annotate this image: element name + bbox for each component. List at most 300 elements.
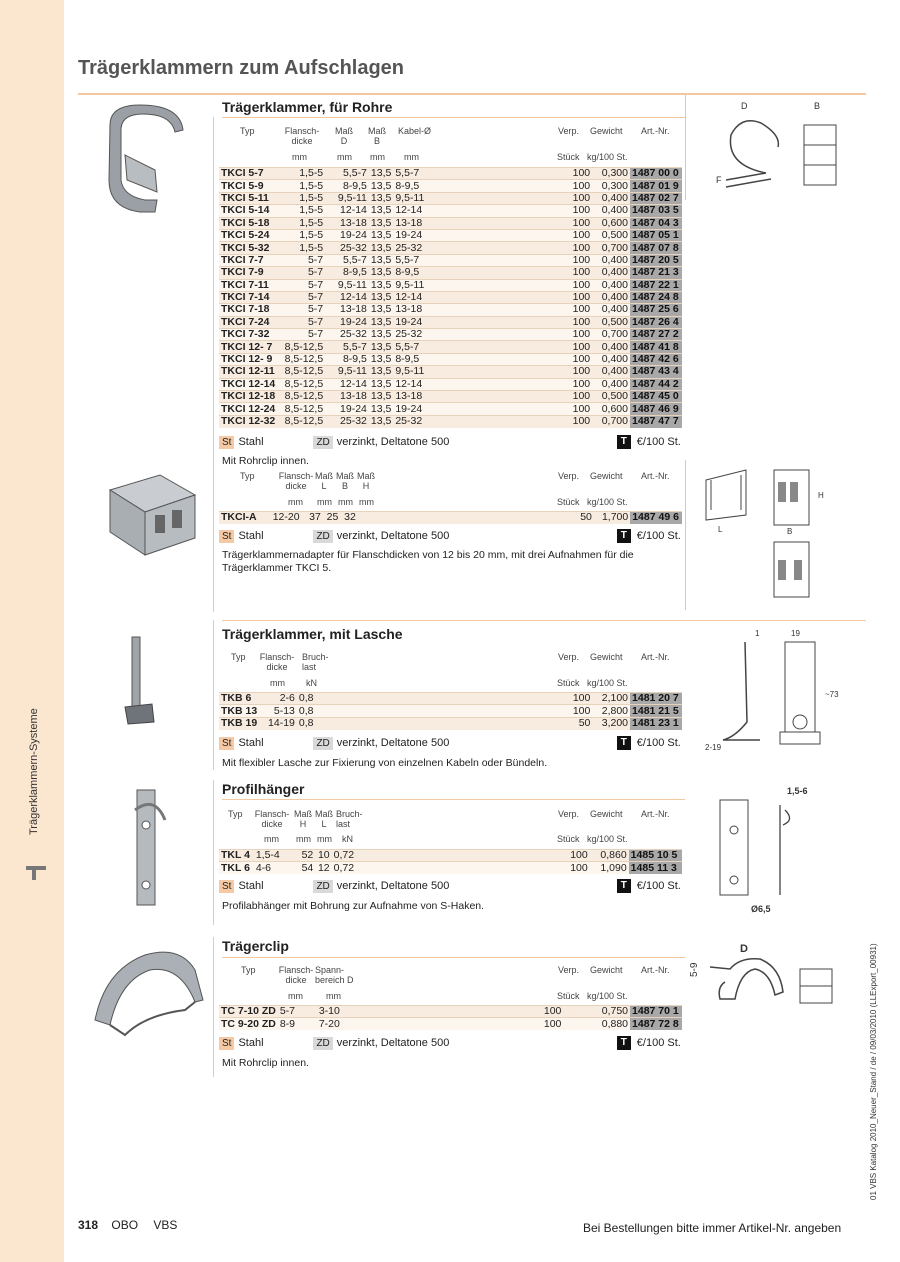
table-cell: 1,5-5 bbox=[277, 205, 325, 217]
table-cell: 0,700 bbox=[592, 329, 630, 341]
table-cell: 100 bbox=[541, 192, 592, 204]
table-cell: 8-9 bbox=[278, 1018, 317, 1030]
table-cell: 19-24 bbox=[325, 403, 369, 415]
table-cell: 13,5 bbox=[370, 328, 392, 341]
tkb-rule bbox=[222, 620, 866, 621]
table-cell: 0,400 bbox=[592, 353, 630, 365]
t-badge: T bbox=[617, 435, 631, 449]
article-number-cell: 1487 72 8 bbox=[630, 1018, 682, 1030]
tkb-hdr-gewicht: Gewicht bbox=[590, 652, 623, 662]
table-cell: 13,5 bbox=[370, 216, 392, 229]
table-row bbox=[219, 391, 682, 403]
table-cell: 0,72 bbox=[332, 850, 537, 862]
table-cell: 100 bbox=[541, 180, 592, 192]
table-cell: 13,5 bbox=[370, 390, 392, 403]
article-number-cell: 1487 26 4 bbox=[630, 316, 682, 328]
tkci-divider bbox=[213, 117, 214, 612]
tkb-hdr-flansch: Flansch- dicke bbox=[259, 652, 295, 672]
table-cell: 13,5 bbox=[370, 365, 392, 378]
table-cell: 0,8 bbox=[297, 717, 542, 729]
tkci-hdr-verp: Verp. bbox=[558, 126, 580, 136]
table-cell: 37 bbox=[307, 512, 325, 524]
table-cell: 32 bbox=[342, 512, 550, 524]
type-cell: TKCI-A bbox=[219, 512, 271, 524]
table-cell: 0,300 bbox=[592, 168, 630, 180]
t-badge: T bbox=[617, 736, 631, 750]
table-row bbox=[219, 353, 682, 365]
table-cell: 13,5 bbox=[370, 266, 392, 279]
table-cell: 12-14 bbox=[325, 378, 369, 390]
tkci-rule bbox=[222, 117, 685, 118]
tkb-drawing bbox=[685, 622, 866, 772]
print-info: 01 VBS Katalog 2010_Neuer_Stand / de / 09/03/2010 (LLExport_00931) bbox=[869, 943, 878, 1200]
table-cell: 3,200 bbox=[592, 717, 630, 729]
tc-hdr-flansch: Flansch- dicke bbox=[278, 965, 314, 985]
tkcia-drawing-svg bbox=[686, 460, 867, 610]
tkl-hdr-art: Art.-Nr. bbox=[641, 809, 670, 819]
type-cell: TKB 19 bbox=[221, 717, 258, 730]
tkci-unit-kabel: mm bbox=[404, 152, 419, 162]
table-cell: 13,5 bbox=[370, 291, 392, 304]
type-cell: TKB 13 bbox=[221, 704, 258, 717]
tkl-unit-verp: Stück bbox=[557, 834, 580, 844]
table-cell: 5,5-7 bbox=[393, 168, 540, 180]
table-cell: 100 bbox=[541, 279, 592, 291]
table-cell: 13,5 bbox=[370, 253, 392, 266]
tc-drawing-d: D bbox=[740, 943, 748, 955]
type-cell: TKCI 5-7 bbox=[219, 168, 277, 180]
article-number-cell: 1487 44 2 bbox=[630, 378, 682, 390]
table-cell: 8,5-12,5 bbox=[277, 353, 325, 365]
table-cell: 13,5 bbox=[370, 179, 392, 192]
tkl-note: Profilabhänger mit Bohrung zur Aufnahme von S-Haken. bbox=[222, 900, 485, 912]
tkci-drawing-svg bbox=[686, 95, 867, 200]
table-row bbox=[219, 512, 682, 524]
table-row bbox=[219, 1006, 682, 1018]
table-cell: 8-9,5 bbox=[325, 353, 369, 365]
price-unit: €/100 St. bbox=[636, 737, 681, 749]
table-cell: 8-9,5 bbox=[393, 180, 540, 192]
finish-badge: ZD bbox=[313, 530, 332, 543]
table-cell: 1,5-5 bbox=[277, 192, 325, 204]
table-row bbox=[219, 192, 682, 204]
tkci-material-row bbox=[219, 434, 682, 450]
tkcia-table bbox=[219, 511, 682, 524]
finish-badge: ZD bbox=[313, 1037, 332, 1050]
type-cell: TKCI 12-11 bbox=[219, 366, 277, 378]
footer-note: Bei Bestellungen bitte immer Artikel-Nr. angeben bbox=[583, 1221, 842, 1235]
material-label: Stahl bbox=[238, 880, 264, 892]
tc-unit-spann: mm bbox=[326, 991, 341, 1001]
table-cell: 13,5 bbox=[370, 315, 392, 328]
table-cell: 0,700 bbox=[592, 415, 630, 427]
table-cell: 0,500 bbox=[592, 391, 630, 403]
table-cell: 25-32 bbox=[393, 242, 540, 254]
table-row bbox=[219, 267, 682, 279]
tkl-hdr-h: Maß H bbox=[294, 809, 312, 829]
tkcia-drawing-l: L bbox=[718, 525, 723, 534]
table-cell: 9,5-11 bbox=[393, 366, 540, 378]
finish-badge: ZD bbox=[313, 436, 332, 449]
tkcia-hdr-gewicht: Gewicht bbox=[590, 471, 623, 481]
table-cell: 100 bbox=[542, 705, 593, 717]
tkcia-unit-flansch: mm bbox=[288, 497, 303, 507]
table-cell: 100 bbox=[541, 205, 592, 217]
table-cell: 100 bbox=[541, 217, 592, 229]
article-number-cell: 1487 45 0 bbox=[630, 391, 682, 403]
clamp-icon bbox=[24, 862, 50, 882]
tkci-unit-flansch: mm bbox=[292, 152, 307, 162]
table-cell: 8,5-12,5 bbox=[277, 415, 325, 427]
page-title: Trägerklammern zum Aufschlagen bbox=[78, 57, 405, 79]
tkcia-unit-b: mm bbox=[338, 497, 353, 507]
table-cell: 100 bbox=[541, 316, 592, 328]
table-cell: 19-24 bbox=[325, 316, 369, 328]
table-cell: 1,5-5 bbox=[277, 217, 325, 229]
type-cell: TC 9-20 ZD bbox=[221, 1017, 276, 1030]
table-cell: 0,8 bbox=[297, 693, 542, 705]
type-cell: TKCI 12-32 bbox=[221, 415, 276, 428]
article-number-cell: 1487 24 8 bbox=[630, 291, 682, 303]
tc-hdr-verp: Verp. bbox=[558, 965, 580, 975]
tkl-drawing-svg bbox=[685, 780, 866, 920]
tc-drawing-a: 5-9 bbox=[689, 962, 700, 977]
table-cell: 8,5-12,5 bbox=[277, 341, 325, 353]
table-cell: 100 bbox=[541, 291, 592, 303]
tkl-unit-flansch: mm bbox=[264, 834, 279, 844]
table-row bbox=[219, 329, 682, 341]
table-cell: 25-32 bbox=[393, 329, 540, 341]
tkcia-drawing-b: B bbox=[787, 527, 793, 536]
type-cell: TKCI 7-7 bbox=[219, 254, 277, 266]
tkci-drawing-f: F bbox=[716, 175, 722, 185]
tkl-table bbox=[219, 849, 682, 874]
tkci-product-image bbox=[95, 100, 195, 220]
table-cell: 0,300 bbox=[592, 180, 630, 192]
tc-hdr-typ: Typ bbox=[241, 965, 256, 975]
tkci-hdr-d: Maß D bbox=[335, 126, 353, 146]
table-cell: 1,5-4 bbox=[254, 850, 293, 862]
article-number-cell: 1487 43 4 bbox=[630, 366, 682, 378]
tkci-unit-b: mm bbox=[370, 152, 385, 162]
table-row bbox=[219, 415, 682, 427]
type-cell: TKCI 12-18 bbox=[221, 390, 276, 403]
table-cell: 13-18 bbox=[325, 304, 369, 316]
type-cell: TKL 4 bbox=[219, 850, 254, 862]
tc-title: Trägerclip bbox=[222, 938, 289, 954]
table-cell: 100 bbox=[541, 242, 592, 254]
table-cell: 2,800 bbox=[592, 705, 630, 717]
table-row bbox=[219, 316, 682, 328]
tc-drawing bbox=[685, 937, 866, 1017]
t-badge: T bbox=[617, 1036, 631, 1050]
material-label: Stahl bbox=[238, 530, 264, 542]
tkl-drawing-a: 1,5-6 bbox=[787, 786, 808, 796]
table-cell: 0,880 bbox=[592, 1018, 630, 1030]
type-cell: TKCI 7-9 bbox=[219, 267, 277, 279]
type-cell: TKCI 5-11 bbox=[219, 192, 277, 204]
type-cell: TKCI 7-24 bbox=[219, 316, 277, 328]
article-number-cell: 1485 10 5 bbox=[629, 850, 682, 862]
tkb-hdr-bruch: Bruch- last bbox=[302, 652, 329, 672]
type-cell: TKCI 12- 7 bbox=[219, 341, 277, 353]
tkcia-unit-gewicht: kg/100 St. bbox=[587, 497, 628, 507]
table-cell: 10 bbox=[315, 850, 331, 862]
table-row bbox=[219, 254, 682, 266]
table-cell: 7-20 bbox=[317, 1018, 542, 1030]
table-row bbox=[219, 217, 682, 229]
tkci-hdr-gewicht: Gewicht bbox=[590, 126, 623, 136]
price-unit: €/100 St. bbox=[636, 1037, 681, 1049]
material-badge: St bbox=[219, 436, 234, 449]
tkcia-unit-verp: Stück bbox=[557, 497, 580, 507]
article-number-cell: 1487 27 2 bbox=[630, 329, 682, 341]
table-row bbox=[219, 180, 682, 192]
tkcia-drawing-h: H bbox=[818, 491, 824, 500]
table-row bbox=[219, 242, 682, 254]
table-cell: 100 bbox=[541, 366, 592, 378]
article-number-cell: 1487 21 3 bbox=[630, 267, 682, 279]
table-cell: 5-7 bbox=[277, 267, 325, 279]
article-number-cell: 1487 05 1 bbox=[630, 229, 682, 241]
table-cell: 5-7 bbox=[277, 291, 325, 303]
table-cell: 25-32 bbox=[393, 415, 540, 427]
table-cell: 5-7 bbox=[277, 254, 325, 266]
table-cell: 100 bbox=[541, 229, 592, 241]
finish-badge: ZD bbox=[313, 880, 332, 893]
tkci-drawing-d: D bbox=[741, 101, 748, 111]
article-number-cell: 1487 49 6 bbox=[630, 512, 682, 524]
tkcia-hdr-h: Maß H bbox=[357, 471, 375, 491]
table-cell: 13,5 bbox=[370, 353, 392, 366]
tkl-title: Profilhänger bbox=[222, 781, 305, 797]
material-label: Stahl bbox=[238, 1037, 264, 1049]
table-cell: 9,5-11 bbox=[393, 279, 540, 291]
article-number-cell: 1487 22 1 bbox=[630, 279, 682, 291]
tkci-hdr-flansch: Flansch- dicke bbox=[284, 126, 320, 146]
type-cell: TKCI 7-18 bbox=[219, 304, 277, 316]
type-cell: TKCI 7-11 bbox=[219, 279, 277, 291]
tkcia-hdr-b: Maß B bbox=[336, 471, 354, 491]
footer-system: VBS bbox=[153, 1218, 178, 1232]
table-cell: 8-9,5 bbox=[325, 180, 369, 192]
tkl-drawing bbox=[685, 780, 866, 920]
type-cell: TKCI 12- 9 bbox=[219, 353, 277, 365]
table-cell: 1,090 bbox=[590, 862, 629, 874]
table-cell: 8-9,5 bbox=[325, 267, 369, 279]
table-cell: 13-18 bbox=[393, 304, 540, 316]
tkb-unit-bruch: kN bbox=[306, 678, 317, 688]
tc-unit-gewicht: kg/100 St. bbox=[587, 991, 628, 1001]
tkcia-hdr-verp: Verp. bbox=[558, 471, 580, 481]
footer-brand: OBO bbox=[111, 1218, 139, 1232]
article-number-cell: 1487 70 1 bbox=[630, 1006, 682, 1018]
table-row bbox=[219, 229, 682, 241]
tkl-hdr-flansch: Flansch- dicke bbox=[254, 809, 290, 829]
table-cell: 13-18 bbox=[393, 217, 540, 229]
table-row bbox=[219, 693, 682, 705]
article-number-cell: 1487 41 8 bbox=[630, 341, 682, 353]
table-cell: 12-14 bbox=[393, 291, 540, 303]
footer-left bbox=[78, 1218, 177, 1232]
table-cell: 12 bbox=[315, 862, 331, 874]
tkcia-drawing bbox=[685, 460, 866, 610]
tkb-hdr-art: Art.-Nr. bbox=[641, 652, 670, 662]
table-cell: 25-32 bbox=[325, 415, 369, 427]
tc-product-image bbox=[85, 940, 210, 1040]
table-cell: 1,700 bbox=[594, 512, 630, 524]
table-row bbox=[219, 705, 682, 717]
tkb-table bbox=[219, 692, 682, 730]
t-badge: T bbox=[617, 879, 631, 893]
material-label: Stahl bbox=[238, 436, 264, 448]
table-cell: 0,400 bbox=[592, 205, 630, 217]
article-number-cell: 1487 47 7 bbox=[630, 415, 682, 427]
tkb-hdr-verp: Verp. bbox=[558, 652, 580, 662]
tc-unit-flansch: mm bbox=[288, 991, 303, 1001]
finish-label: verzinkt, Deltatone 500 bbox=[336, 530, 450, 542]
table-cell: 2-6 bbox=[259, 693, 297, 705]
tkl-hdr-l: Maß L bbox=[315, 809, 333, 829]
table-row bbox=[219, 366, 682, 378]
table-cell: 1,5-5 bbox=[277, 242, 325, 254]
tkl-rule bbox=[222, 799, 685, 800]
tkl-hdr-gewicht: Gewicht bbox=[590, 809, 623, 819]
side-label: Trägerklammern-Systeme bbox=[28, 708, 40, 835]
table-cell: 8,5-12,5 bbox=[277, 366, 325, 378]
table-cell: 14-19 bbox=[259, 717, 297, 729]
tkcia-hdr-flansch: Flansch- dicke bbox=[278, 471, 314, 491]
table-cell: 4-6 bbox=[254, 862, 293, 874]
table-cell: 13-18 bbox=[325, 391, 369, 403]
table-cell: 100 bbox=[537, 850, 590, 862]
table-cell: 0,600 bbox=[592, 217, 630, 229]
table-cell: 1,5-5 bbox=[277, 168, 325, 180]
article-number-cell: 1487 00 0 bbox=[630, 168, 682, 180]
tkci-hdr-kabel: Kabel-Ø bbox=[398, 126, 432, 136]
table-cell: 100 bbox=[541, 168, 592, 180]
table-cell: 52 bbox=[293, 850, 316, 862]
tkb-note: Mit flexibler Lasche zur Fixierung von einzelnen Kabeln oder Bündeln. bbox=[222, 757, 548, 769]
table-cell: 8-9,5 bbox=[393, 353, 540, 365]
table-cell: 5,5-7 bbox=[325, 341, 369, 353]
price-unit: €/100 St. bbox=[636, 880, 681, 892]
table-cell: 9,5-11 bbox=[325, 192, 369, 204]
type-cell: TC 7-10 ZD bbox=[221, 1005, 276, 1018]
table-cell: 13,5 bbox=[370, 415, 392, 428]
table-cell: 100 bbox=[541, 378, 592, 390]
table-cell: 12-14 bbox=[325, 205, 369, 217]
type-cell: TKCI 5-32 bbox=[219, 242, 277, 254]
tkb-drawing-c: ~73 bbox=[825, 690, 839, 699]
table-cell: 12-20 bbox=[271, 512, 307, 524]
price-unit: €/100 St. bbox=[636, 436, 681, 448]
table-cell: 1,5-5 bbox=[277, 229, 325, 241]
table-cell: 0,400 bbox=[592, 304, 630, 316]
table-cell: 50 bbox=[550, 512, 594, 524]
table-cell: 0,400 bbox=[592, 366, 630, 378]
table-cell: 5,5-7 bbox=[325, 254, 369, 266]
side-band bbox=[0, 0, 64, 1262]
table-cell: 100 bbox=[541, 353, 592, 365]
article-number-cell: 1487 20 5 bbox=[630, 254, 682, 266]
tkci-note: Mit Rohrclip innen. bbox=[222, 455, 309, 467]
table-row bbox=[219, 341, 682, 353]
table-cell: 25-32 bbox=[325, 329, 369, 341]
table-cell: 12-14 bbox=[325, 291, 369, 303]
tkb-product-image bbox=[120, 632, 170, 732]
table-cell: 13,5 bbox=[370, 278, 392, 291]
tkb-unit-flansch: mm bbox=[270, 678, 285, 688]
table-cell: 100 bbox=[541, 329, 592, 341]
tkb-divider bbox=[213, 620, 214, 770]
table-row bbox=[219, 168, 682, 180]
table-cell: 8,5-12,5 bbox=[277, 391, 325, 403]
table-cell: 0,750 bbox=[592, 1006, 630, 1018]
table-cell: 8,5-12,5 bbox=[277, 403, 325, 415]
table-row bbox=[219, 291, 682, 303]
tc-rule bbox=[222, 957, 685, 958]
tkl-hdr-typ: Typ bbox=[228, 809, 243, 819]
table-cell: 13,5 bbox=[370, 229, 392, 242]
table-cell: 13,5 bbox=[370, 303, 392, 316]
table-cell: 3-10 bbox=[317, 1006, 542, 1018]
table-cell: 2,100 bbox=[592, 693, 630, 705]
table-cell: 13,5 bbox=[370, 402, 392, 415]
type-cell: TKCI 12-24 bbox=[221, 402, 276, 415]
tkci-unit-d: mm bbox=[337, 152, 352, 162]
tkl-hdr-bruch: Bruch- last bbox=[336, 809, 363, 829]
article-number-cell: 1487 02 7 bbox=[630, 192, 682, 204]
table-cell: 0,500 bbox=[592, 316, 630, 328]
table-cell: 100 bbox=[542, 693, 593, 705]
type-cell: TKCI 5-9 bbox=[219, 180, 277, 192]
tkb-material-row bbox=[219, 735, 682, 751]
tc-material-row bbox=[219, 1035, 682, 1051]
table-cell: 0,860 bbox=[590, 850, 629, 862]
type-cell: TKCI 5-14 bbox=[219, 205, 277, 217]
table-cell: 13,5 bbox=[370, 340, 392, 353]
type-cell: TKCI 12-14 bbox=[221, 377, 276, 390]
table-cell: 5,5-7 bbox=[393, 341, 540, 353]
tc-note: Mit Rohrclip innen. bbox=[222, 1057, 309, 1069]
article-number-cell: 1487 01 9 bbox=[630, 180, 682, 192]
tkl-unit-bruch: kN bbox=[342, 834, 353, 844]
tkb-unit-gewicht: kg/100 St. bbox=[587, 678, 628, 688]
table-row bbox=[219, 403, 682, 415]
tkci-adapter-image bbox=[100, 470, 200, 565]
table-row bbox=[219, 717, 682, 729]
table-cell: 0,72 bbox=[332, 862, 537, 874]
table-cell: 13,5 bbox=[370, 241, 392, 254]
tkb-hdr-typ: Typ bbox=[231, 652, 246, 662]
table-cell: 19-24 bbox=[325, 229, 369, 241]
table-row bbox=[219, 1018, 682, 1030]
tkb-drawing-b: 19 bbox=[791, 629, 800, 638]
tkb-unit-verp: Stück bbox=[557, 678, 580, 688]
table-cell: 0,8 bbox=[297, 705, 542, 717]
type-cell: TKB 6 bbox=[219, 693, 259, 705]
table-cell: 1,5-5 bbox=[277, 180, 325, 192]
tkcia-hdr-art: Art.-Nr. bbox=[641, 471, 670, 481]
table-row bbox=[219, 205, 682, 217]
table-cell: 100 bbox=[537, 862, 590, 874]
tkcia-note: Trägerklammernadapter für Flanschdicken von 12 bis 20 mm, mit drei Aufnahmen für die Trägerklammer TKCI 5. bbox=[222, 549, 634, 574]
type-cell: TKCI 7-14 bbox=[219, 291, 277, 303]
tc-hdr-art: Art.-Nr. bbox=[641, 965, 670, 975]
table-cell: 19-24 bbox=[393, 316, 540, 328]
tkci-unit-gewicht: kg/100 St. bbox=[587, 152, 628, 162]
